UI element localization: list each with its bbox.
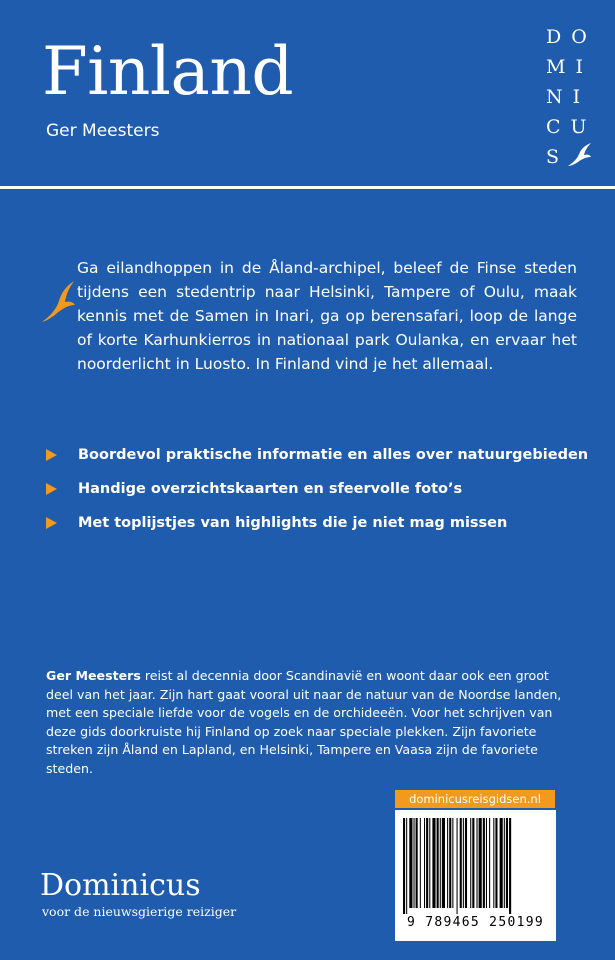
barcode-bar [465, 818, 467, 908]
barcode-bar [424, 818, 425, 908]
list-item [44, 444, 589, 478]
barcode-bar [472, 818, 474, 908]
barcode-bar [483, 818, 485, 908]
barcode-bar [509, 818, 511, 914]
arrow-right-icon [46, 483, 57, 495]
barcode-bar [495, 818, 497, 908]
dominicus-logo [540, 26, 600, 176]
barcode-bar [493, 818, 494, 908]
barcode-bar [437, 818, 439, 908]
barcode-bar [429, 818, 430, 908]
barcode-bar [409, 818, 412, 908]
barcode-bar [477, 818, 478, 908]
barcode-bar [414, 818, 415, 908]
feature-list [44, 444, 589, 546]
author-bio [46, 667, 566, 778]
swallow-bird-icon [40, 280, 76, 324]
barcode-bar [440, 818, 441, 908]
logo-letters-1: DO [546, 26, 597, 48]
swallow-bird-icon [566, 142, 592, 168]
barcode-bar [460, 818, 462, 908]
book-author: Ger Meesters [46, 121, 160, 141]
barcode-bar [506, 818, 508, 908]
list-item [44, 512, 584, 546]
barcode-bar [449, 818, 451, 908]
book-title: Finland [42, 33, 294, 110]
arrow-right-icon [46, 517, 57, 529]
barcode-bar [457, 818, 458, 914]
barcode-bar [420, 818, 421, 908]
barcode-bar [504, 818, 505, 908]
list-item [44, 478, 584, 512]
barcode-bar [447, 818, 448, 908]
barcode-bar [416, 818, 418, 908]
isbn-number: 9 789465 250199 [407, 915, 544, 930]
arrow-right-icon [46, 449, 57, 461]
barcode-bar [406, 818, 407, 914]
barcode-bar [486, 818, 487, 908]
logo-letters-5: S [546, 146, 560, 168]
header-divider [0, 186, 615, 189]
bio-author-name: Ger Meesters [46, 668, 141, 683]
feature-text: Handige overzichtskaarten en sfeervolle foto’s [78, 481, 463, 497]
intro-paragraph: Ga eilandhoppen in de Åland-archipel, beleef de Finse steden tijdens een stedentrip naar Helsinki, Tampere of Oulu, maak kennis met de Samen in Inari, ga op berensafari, loop de lange of korte Karhunkierros in nationaal park Oulanka, en ervaar het noorderlicht in Luosto. In Finland vind je het allemaal. [77, 259, 577, 373]
barcode-bar [403, 818, 405, 914]
feature-text: Boordevol praktische informatie en alles over natuurgebieden [78, 447, 589, 463]
barcode-bar [479, 818, 482, 908]
barcode-bar [489, 818, 490, 908]
logo-letters-2: MI [546, 56, 593, 78]
logo-letters-4: CU [546, 116, 597, 138]
barcode-bar [500, 818, 503, 908]
barcode-bar [470, 818, 471, 908]
bio-text: reist al decennia door Scandinavië en woont daar ook een groot deel van het jaar. Zijn hart gaat vooral uit naar de natuur van de Noordse landen, met een speciale liefde voor de vogels en de orchideeën. Voor het schrijven van deze gids doorkruiste hij Finland op zoek naar speciale plekken. Zijn favoriete streken zijn Åland en Lapland, en Helsinki, Tampere en Vaasa zijn de favoriete steden. [46, 668, 562, 776]
barcode-bar [442, 818, 445, 908]
barcode-bar [452, 818, 453, 908]
website-label: dominicusreisgidsen.nl [395, 790, 555, 808]
feature-text: Met toplijstjes van highlights die je niet mag missen [78, 515, 508, 531]
barcode [395, 810, 556, 941]
publisher-tagline: voor de nieuwsgierige reiziger [42, 904, 237, 919]
barcode-bar [426, 818, 428, 908]
barcode-bar [463, 818, 464, 908]
logo-letters-3: NI [546, 86, 591, 108]
publisher-name: Dominicus [40, 868, 201, 903]
barcode-bars [403, 818, 548, 914]
barcode-bar [432, 818, 435, 908]
